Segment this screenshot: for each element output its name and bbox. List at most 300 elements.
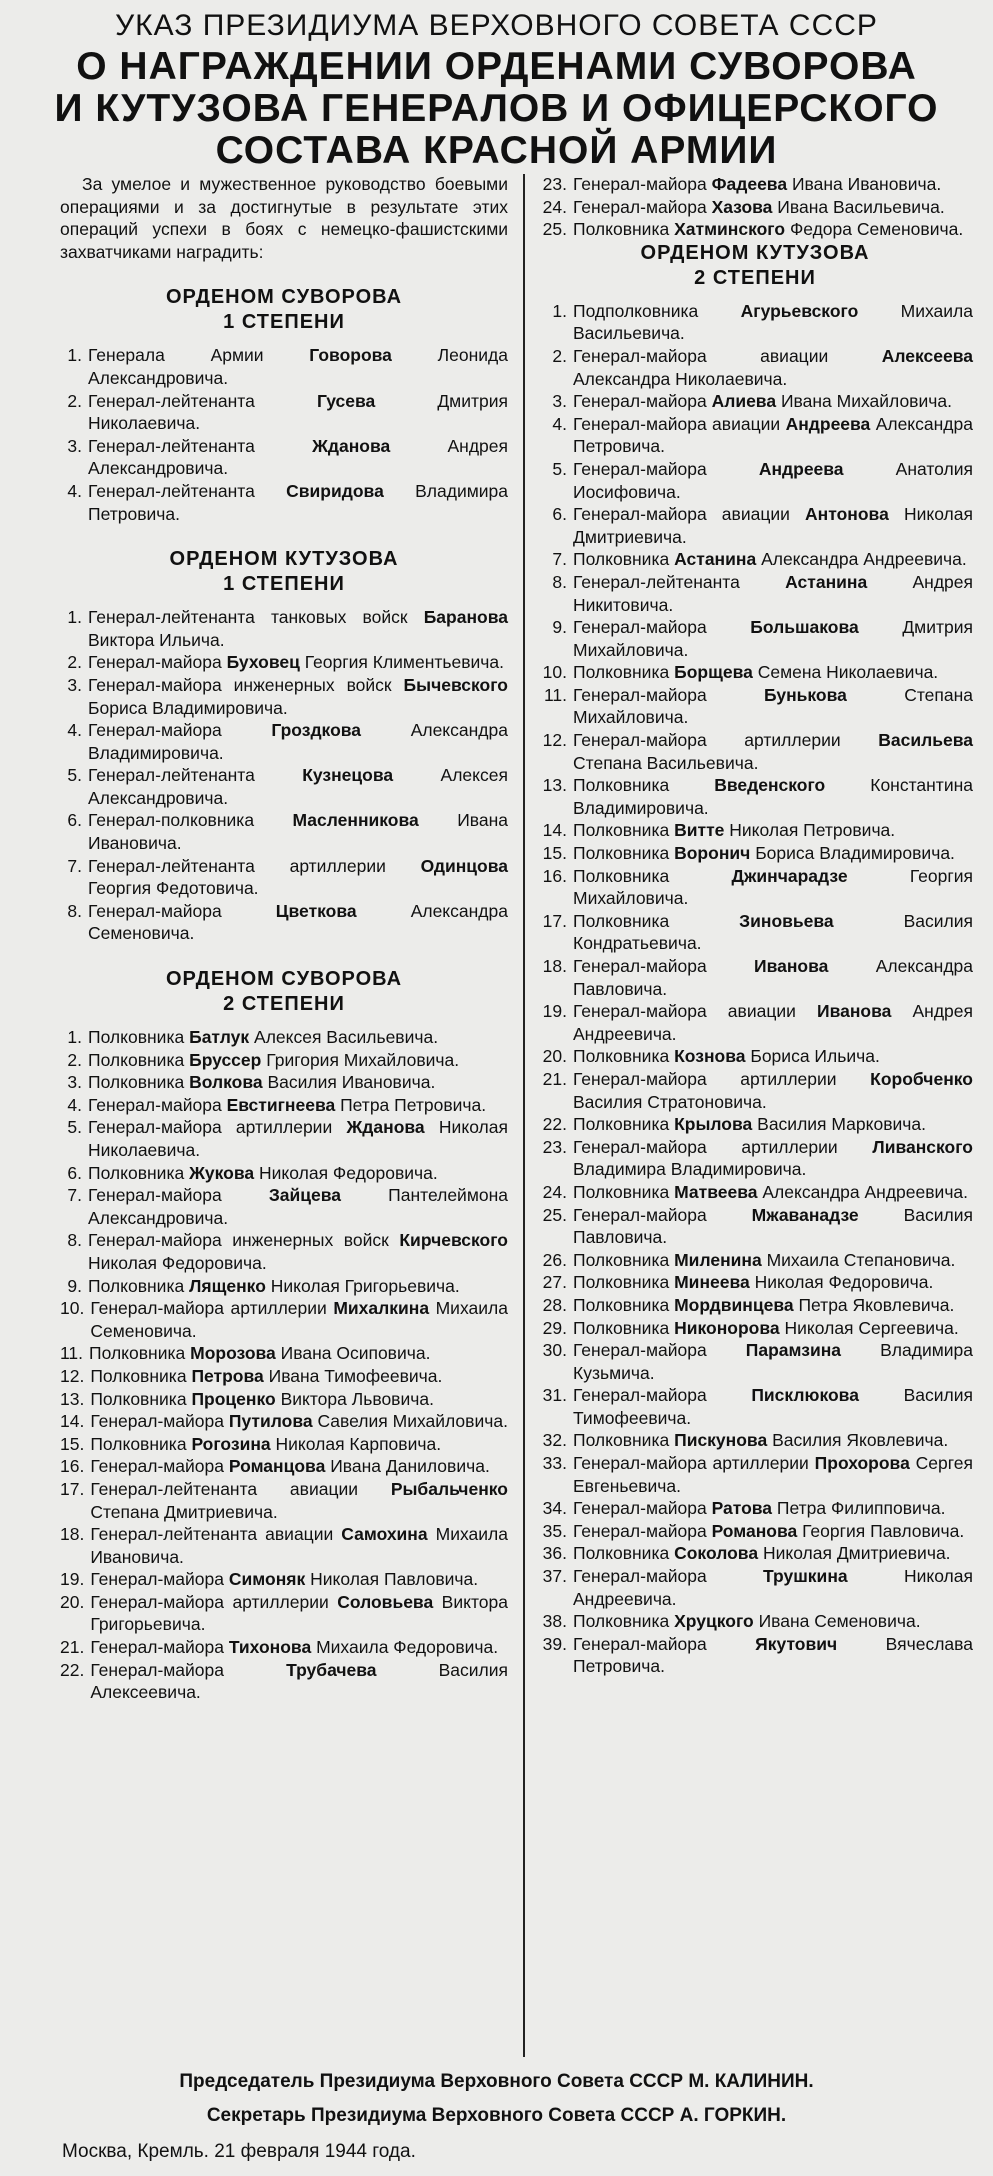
order-name: ОРДЕНОМ СУВОРОВА — [165, 968, 403, 991]
awardee-entry — [537, 842, 973, 865]
entry-number: 13. — [542, 775, 567, 796]
awardee-rank: Генерал-майора — [573, 1566, 707, 1587]
entry-text — [573, 1294, 973, 1317]
awardee-entry — [537, 218, 973, 241]
entry-number: 32. — [542, 1430, 567, 1451]
awardee-rank: Генерал-лейтенанта авиации — [90, 1478, 359, 1499]
entry-text — [573, 173, 973, 196]
awardee-surname: Путилова — [228, 1411, 313, 1432]
entry-text — [90, 1636, 508, 1659]
awardee-given-names: Николая Федоровича. — [88, 1252, 267, 1273]
awardee-entry — [537, 503, 973, 548]
awardee-rank: Генерал-майора артиллерии — [90, 1591, 329, 1612]
entry-text — [573, 1181, 973, 1204]
entry-text — [88, 606, 508, 651]
awardee-rank: Полковника — [89, 1343, 186, 1364]
awardee-given-names: Александра Павловича. — [573, 956, 973, 999]
awardee-rank: Полковника — [90, 1433, 187, 1454]
awardee-rank: Генерал-майора артиллерии — [90, 1298, 327, 1319]
awardee-entry — [537, 819, 973, 842]
entry-number: 30. — [542, 1340, 567, 1361]
awardee-entry — [537, 1520, 973, 1543]
entry-number: 7. — [67, 1185, 82, 1206]
entry-text — [90, 1591, 508, 1636]
entry-text — [90, 1388, 508, 1411]
awardee-given-names: Александра Семеновича. — [88, 900, 508, 944]
awardee-entry — [60, 1478, 508, 1523]
awardee-entry — [60, 606, 508, 651]
awardee-surname: Проценко — [191, 1388, 276, 1409]
awardee-given-names: Михаила Ивановича. — [90, 1524, 508, 1567]
awardee-rank: Генерал-майора — [90, 1411, 225, 1432]
awardee-surname: Гусева — [316, 390, 376, 411]
entry-number: 6. — [67, 1162, 82, 1183]
awardee-entry — [537, 1000, 973, 1045]
awardee-entry — [537, 345, 973, 390]
decree-title-line-2: И КУТУЗОВА ГЕНЕРАЛОВ И ОФИЦЕРСКОГО — [54, 87, 939, 130]
awardee-rank: Полковника — [573, 843, 670, 864]
awardee-rank: Генерал-майора — [90, 1637, 225, 1658]
awardee-rank: Генерал-майора — [573, 684, 707, 705]
awardee-given-names: Степана Васильевича. — [573, 752, 759, 773]
entry-number: 34. — [542, 1498, 567, 1519]
awardee-surname: Хазова — [711, 196, 773, 217]
awardee-given-names: Владимира Кузьмича. — [573, 1340, 973, 1383]
entry-number: 23. — [542, 174, 567, 194]
entry-text — [573, 661, 973, 684]
awardee-entry — [537, 1452, 973, 1497]
awardee-surname: Одинцова — [420, 855, 508, 876]
awardee-surname: Петрова — [191, 1365, 264, 1386]
awardee-given-names: Василия Марковича. — [757, 1114, 927, 1135]
awardee-surname: Крылова — [674, 1114, 753, 1135]
awardee-rank: Полковника — [573, 865, 670, 886]
awardee-surname: Жукова — [189, 1162, 255, 1183]
awardee-given-names: Николая Федоровича. — [259, 1162, 438, 1183]
awardee-given-names: Ивана Семеновича. — [758, 1611, 921, 1632]
awardee-given-names: Анатолия Иосифовича. — [573, 458, 973, 502]
awardee-surname: Борщева — [674, 662, 753, 683]
order-degree: 2 СТЕПЕНИ — [694, 266, 816, 289]
entry-text — [573, 1452, 973, 1497]
awardee-given-names: Бориса Ильича. — [750, 1046, 880, 1067]
awardee-rank: Генерал-майора — [90, 1456, 225, 1477]
awardee-entry — [537, 1565, 973, 1610]
awardee-entry — [60, 1636, 508, 1659]
entry-number: 10. — [542, 662, 567, 683]
entry-text — [573, 1113, 973, 1136]
left-column — [60, 173, 508, 1704]
entry-number: 17. — [60, 1478, 85, 1499]
awardee-surname: Воронич — [674, 843, 751, 864]
entry-number: 3. — [67, 1072, 82, 1093]
entry-number: 15. — [60, 1433, 85, 1454]
awardee-rank: Генерал-майора — [573, 1340, 707, 1361]
entry-number: 2. — [552, 345, 567, 366]
awardee-rank: Генерал-лейтенанта танковых войск — [88, 607, 408, 628]
entry-text — [573, 1271, 973, 1294]
decree-title-line-3: СОСТАВА КРАСНОЙ АРМИИ — [215, 129, 778, 172]
entry-number: 18. — [542, 956, 567, 976]
awardee-entry — [537, 1181, 973, 1204]
awardee-rank: Полковника — [573, 1181, 670, 1202]
awardee-entry — [60, 674, 508, 719]
awardee-given-names: Дмитрия Николаевича. — [88, 390, 508, 434]
awardee-rank: Генерал-майора — [573, 1633, 707, 1654]
awardee-given-names: Степана Дмитриевича. — [90, 1501, 278, 1522]
awardee-surname: Бруссер — [189, 1049, 262, 1070]
awardee-rank: Полковника — [573, 1611, 670, 1632]
entry-text — [88, 719, 508, 764]
awardee-entry — [60, 1116, 508, 1161]
place-and-date: Москва, Кремль. 21 февраля 1944 года. — [62, 2141, 416, 2162]
entry-number: 12. — [542, 730, 567, 751]
entry-number: 3. — [67, 435, 82, 456]
awardee-rank: Генерал-майора артиллерии — [88, 1117, 333, 1138]
awardee-entry — [537, 173, 973, 196]
awardee-entry — [537, 910, 973, 955]
awardee-entry — [537, 1610, 973, 1633]
awardee-rank: Полковника — [573, 1272, 670, 1293]
entry-text — [573, 345, 973, 390]
entry-text — [88, 809, 508, 854]
entry-text — [573, 390, 973, 413]
awardee-rank: Полковника — [88, 1072, 185, 1093]
awardee-rank: Полковника — [573, 1543, 670, 1564]
entry-number: 11. — [60, 1343, 84, 1364]
entry-text — [88, 344, 508, 389]
awardee-given-names: Виктора Львовича. — [280, 1388, 434, 1409]
awardee-given-names: Ивана Михайловича. — [780, 391, 952, 412]
awardee-entry — [537, 548, 973, 571]
awardee-entry — [60, 1455, 508, 1478]
entry-number: 33. — [542, 1453, 567, 1474]
entry-text — [573, 413, 973, 458]
awardee-surname: Астанина — [674, 549, 757, 570]
awardee-rank: Генерал-майора — [573, 1498, 707, 1519]
awardee-list — [537, 173, 973, 241]
awardee-surname: Трубачева — [286, 1659, 377, 1680]
awardee-rank: Генерал-майора — [573, 196, 707, 217]
awardee-surname: Якутович — [755, 1633, 838, 1654]
awardee-rank: Генерал-майора — [88, 720, 222, 741]
awardee-entry — [60, 480, 508, 525]
awardee-surname: Рогозина — [191, 1433, 271, 1454]
awardee-surname: Кознова — [674, 1046, 746, 1067]
signature-secretary: Секретарь Президиума Верховного Совета СССР А. ГОРКИН. — [206, 2105, 787, 2126]
entry-number: 4. — [67, 720, 82, 741]
entry-number: 5. — [552, 458, 567, 479]
entry-number: 14. — [60, 1411, 85, 1432]
awardee-rank: Полковника — [573, 662, 670, 683]
awardee-entry — [537, 300, 973, 345]
entry-number: 16. — [542, 865, 567, 886]
awardee-rank: Генерал-майора инженерных войск — [88, 1230, 389, 1251]
entry-text — [573, 1339, 973, 1384]
awardee-given-names: Николая Петровича. — [729, 820, 896, 841]
entry-text — [90, 1478, 508, 1523]
awardee-given-names: Бориса Владимировича. — [755, 843, 955, 864]
awardee-entry — [537, 1249, 973, 1272]
awardee-rank: Полковника — [573, 910, 670, 931]
awardee-surname: Коробченко — [870, 1068, 973, 1089]
awardee-entry — [60, 809, 508, 854]
entry-number: 19. — [60, 1569, 85, 1590]
awardee-entry — [537, 1633, 973, 1678]
awardee-surname: Свиридова — [286, 480, 384, 501]
entry-number: 7. — [67, 855, 82, 876]
awardee-surname: Андреева — [785, 413, 871, 434]
awardee-rank: Генерал-лейтенанта артиллерии — [88, 855, 386, 876]
awardee-given-names: Василия Стратоновича. — [573, 1091, 767, 1112]
entry-number: 28. — [542, 1294, 567, 1315]
awardee-given-names: Василия Яковлевича. — [772, 1430, 949, 1451]
awardee-rank: Полковника — [573, 1317, 670, 1338]
entry-number: 37. — [542, 1566, 567, 1587]
entry-number: 25. — [542, 1204, 567, 1225]
awardee-entry — [60, 1433, 508, 1456]
awardee-surname: Хатминского — [674, 219, 786, 240]
awardee-entry — [60, 719, 508, 764]
awardee-surname: Мжаванадзе — [751, 1204, 859, 1225]
awardee-given-names: Николая Федоровича. — [754, 1272, 934, 1293]
awardee-rank: Генерала Армии — [88, 345, 264, 366]
awardee-rank: Генерал-майора авиации — [573, 1001, 796, 1022]
awardee-rank: Генерал-майора — [90, 1659, 225, 1680]
awardee-entry — [537, 1339, 973, 1384]
entry-number: 1. — [67, 345, 82, 366]
awardee-given-names: Андрея Никитовича. — [573, 571, 973, 615]
awardee-entry — [537, 865, 973, 910]
awardee-entry — [537, 1384, 973, 1429]
awardee-entry — [60, 1568, 508, 1591]
entry-text — [573, 1204, 973, 1249]
entry-text — [90, 1410, 508, 1433]
entry-number: 16. — [60, 1456, 85, 1477]
entry-text — [573, 196, 973, 219]
awardee-surname: Мордвинцева — [674, 1294, 794, 1315]
entry-number: 2. — [67, 652, 82, 673]
entry-number: 29. — [542, 1317, 567, 1338]
awardee-entry — [60, 1659, 508, 1704]
entry-text — [88, 764, 508, 809]
entry-text — [88, 855, 508, 900]
awardee-given-names: Владимира Владимировича. — [573, 1159, 807, 1180]
awardee-given-names: Григория Михайловича. — [266, 1049, 460, 1070]
awardee-entry — [537, 1271, 973, 1294]
awardee-given-names: Ивана Даниловича. — [330, 1456, 490, 1477]
entry-text — [88, 1071, 508, 1094]
awardee-surname: Иванова — [817, 1001, 892, 1022]
awardee-given-names: Леонида Александровича. — [88, 345, 508, 388]
awardee-given-names: Георгия Павловича. — [802, 1520, 965, 1541]
awardee-entry — [60, 1026, 508, 1049]
awardee-rank: Генерал-майора авиации — [573, 413, 781, 434]
entry-number: 1. — [552, 300, 567, 321]
entry-text — [89, 1342, 508, 1365]
awardee-entry — [60, 1365, 508, 1388]
awardee-given-names: Николая Карповича. — [275, 1433, 442, 1454]
awardee-given-names: Дмитрия Михайловича. — [573, 617, 973, 660]
awardee-rank: Генерал-майора — [88, 1185, 222, 1206]
award-section-heading — [60, 967, 508, 1017]
awardee-surname: Кузнецова — [302, 765, 394, 786]
awardee-rank: Подполковника — [573, 300, 699, 321]
entry-text — [573, 548, 973, 571]
awardee-entry — [537, 1542, 973, 1565]
awardee-given-names: Георгия Федотовича. — [88, 878, 259, 899]
awardee-surname: Пискунова — [674, 1430, 768, 1451]
entry-text — [90, 1297, 508, 1342]
entry-text — [573, 955, 973, 1000]
awardee-given-names: Николая Дмитриевича. — [762, 1543, 951, 1564]
awardee-rank: Генерал-майора артиллерии — [573, 1068, 837, 1089]
entry-text — [573, 1384, 973, 1429]
entry-text — [573, 1249, 973, 1272]
signature-chairman: Председатель Президиума Верховного Совета СССР М. КАЛИНИН. — [179, 2071, 814, 2092]
awardee-surname: Зайцева — [268, 1185, 342, 1206]
entry-text — [573, 1000, 973, 1045]
awardee-entry — [537, 774, 973, 819]
awardee-given-names: Владимира Петровича. — [88, 480, 508, 524]
awardee-rank: Генерал-лейтенанта — [573, 571, 740, 592]
entry-text — [573, 1136, 973, 1181]
entry-text — [88, 1162, 508, 1185]
entry-text — [90, 1659, 508, 1704]
awardee-surname: Парамзина — [745, 1340, 842, 1361]
awardee-given-names: Михаила Степановича. — [766, 1249, 956, 1270]
awardee-given-names: Ивана Осиповича. — [280, 1343, 431, 1364]
awardee-entry — [537, 1429, 973, 1452]
awardee-rank: Генерал-майора артиллерии — [573, 1453, 809, 1474]
awardee-surname: Волкова — [189, 1072, 263, 1093]
entry-number: 24. — [542, 1181, 567, 1202]
awardee-surname: Ливанского — [872, 1136, 973, 1157]
awardee-surname: Михалкина — [333, 1298, 430, 1319]
entry-number: 8. — [67, 1230, 82, 1251]
entry-number: 8. — [552, 571, 567, 592]
awardee-surname: Минеева — [674, 1272, 750, 1293]
entry-number: 39. — [542, 1633, 567, 1654]
entry-number: 5. — [67, 1117, 82, 1138]
entry-number: 23. — [542, 1136, 567, 1157]
awardee-rank: Полковника — [88, 1275, 185, 1296]
entry-text — [88, 1094, 508, 1117]
awardee-entry — [537, 390, 973, 413]
entry-number: 26. — [542, 1249, 567, 1270]
awardee-surname: Бунькова — [764, 684, 847, 705]
awardee-given-names: Ивана Васильевича. — [777, 196, 945, 217]
awardee-surname: Говорова — [309, 345, 392, 366]
awardee-entry — [60, 1388, 508, 1411]
awardee-surname: Васильева — [878, 730, 973, 751]
awardee-surname: Масленникова — [292, 810, 419, 831]
entry-number: 7. — [552, 549, 567, 570]
awardee-rank: Полковника — [573, 820, 670, 841]
entry-text — [573, 1429, 973, 1452]
awardee-given-names: Семена Николаевича. — [757, 662, 939, 683]
entry-number: 22. — [60, 1659, 85, 1680]
awardee-given-names: Андрея Андреевича. — [573, 1001, 973, 1044]
awardee-entry — [60, 764, 508, 809]
awardee-surname: Фадеева — [711, 174, 788, 194]
entry-number: 36. — [542, 1543, 567, 1564]
awardee-given-names: Василия Алексеевича. — [90, 1659, 508, 1703]
entry-number: 13. — [60, 1388, 85, 1409]
awardee-rank: Генерал-майора — [573, 174, 707, 194]
awardee-rank: Генерал-лейтенанта — [88, 390, 255, 411]
awardee-rank: Полковника — [88, 1027, 185, 1048]
awardee-rank: Генерал-майора — [88, 900, 222, 921]
entry-text — [573, 1317, 973, 1340]
awardee-given-names: Николая Николаевича. — [88, 1117, 508, 1160]
entry-text — [90, 1455, 508, 1478]
entry-text — [573, 910, 973, 955]
entry-text — [88, 1229, 508, 1274]
entry-number: 27. — [542, 1272, 567, 1293]
order-name: ОРДЕНОМ КУТУЗОВА — [640, 241, 870, 264]
awardee-surname: Кирчевского — [399, 1230, 508, 1251]
entry-text — [88, 435, 508, 480]
awardee-rank: Полковника — [573, 549, 670, 570]
entry-number: 25. — [542, 219, 567, 240]
entry-text — [573, 1542, 973, 1565]
entry-number: 5. — [67, 765, 82, 786]
awardee-entry — [537, 684, 973, 729]
awardee-given-names: Вячеслава Петровича. — [573, 1633, 973, 1677]
awardee-entry — [60, 900, 508, 945]
awardee-given-names: Ивана Тимофеевича. — [268, 1365, 443, 1386]
entry-text — [573, 458, 973, 503]
awardee-entry — [60, 1410, 508, 1433]
right-column — [537, 173, 973, 1678]
awardee-rank: Генерал-лейтенанта — [88, 435, 255, 456]
entry-text — [573, 1520, 973, 1543]
entry-text — [88, 1049, 508, 1072]
awardee-surname: Агурьевского — [740, 300, 859, 321]
awardee-entry — [537, 1136, 973, 1181]
order-degree: 2 СТЕПЕНИ — [223, 993, 345, 1016]
awardee-surname: Антонова — [805, 504, 889, 525]
entry-number: 9. — [552, 617, 567, 638]
entry-number: 21. — [542, 1068, 567, 1089]
awardee-rank: Генерал-майора артиллерии — [573, 1136, 838, 1157]
entry-number: 31. — [542, 1385, 567, 1406]
awardee-rank: Генерал-майора артиллерии — [573, 730, 841, 751]
awardee-surname: Романцова — [228, 1456, 326, 1477]
awardee-surname: Иванова — [754, 956, 829, 976]
awardee-surname: Матвеева — [674, 1181, 758, 1202]
entry-text — [573, 729, 973, 774]
awardee-list — [60, 344, 508, 525]
awardee-given-names: Ивана Ивановича. — [88, 810, 508, 854]
awardee-surname: Батлук — [189, 1027, 250, 1048]
awardee-rank: Полковника — [573, 1294, 670, 1315]
awardee-entry — [537, 729, 973, 774]
awardee-entry — [537, 458, 973, 503]
awardee-surname: Гроздкова — [271, 720, 362, 741]
entry-text — [573, 1565, 973, 1610]
award-section-heading — [60, 285, 508, 335]
awardee-rank: Полковника — [88, 1162, 185, 1183]
awardee-entry — [60, 1523, 508, 1568]
awardee-given-names: Александра Владимировича. — [88, 720, 508, 763]
awardee-entry — [60, 855, 508, 900]
awardee-rank: Полковника — [90, 1365, 187, 1386]
entry-number: 3. — [552, 391, 567, 412]
entry-text — [573, 865, 973, 910]
entry-text — [88, 1026, 508, 1049]
